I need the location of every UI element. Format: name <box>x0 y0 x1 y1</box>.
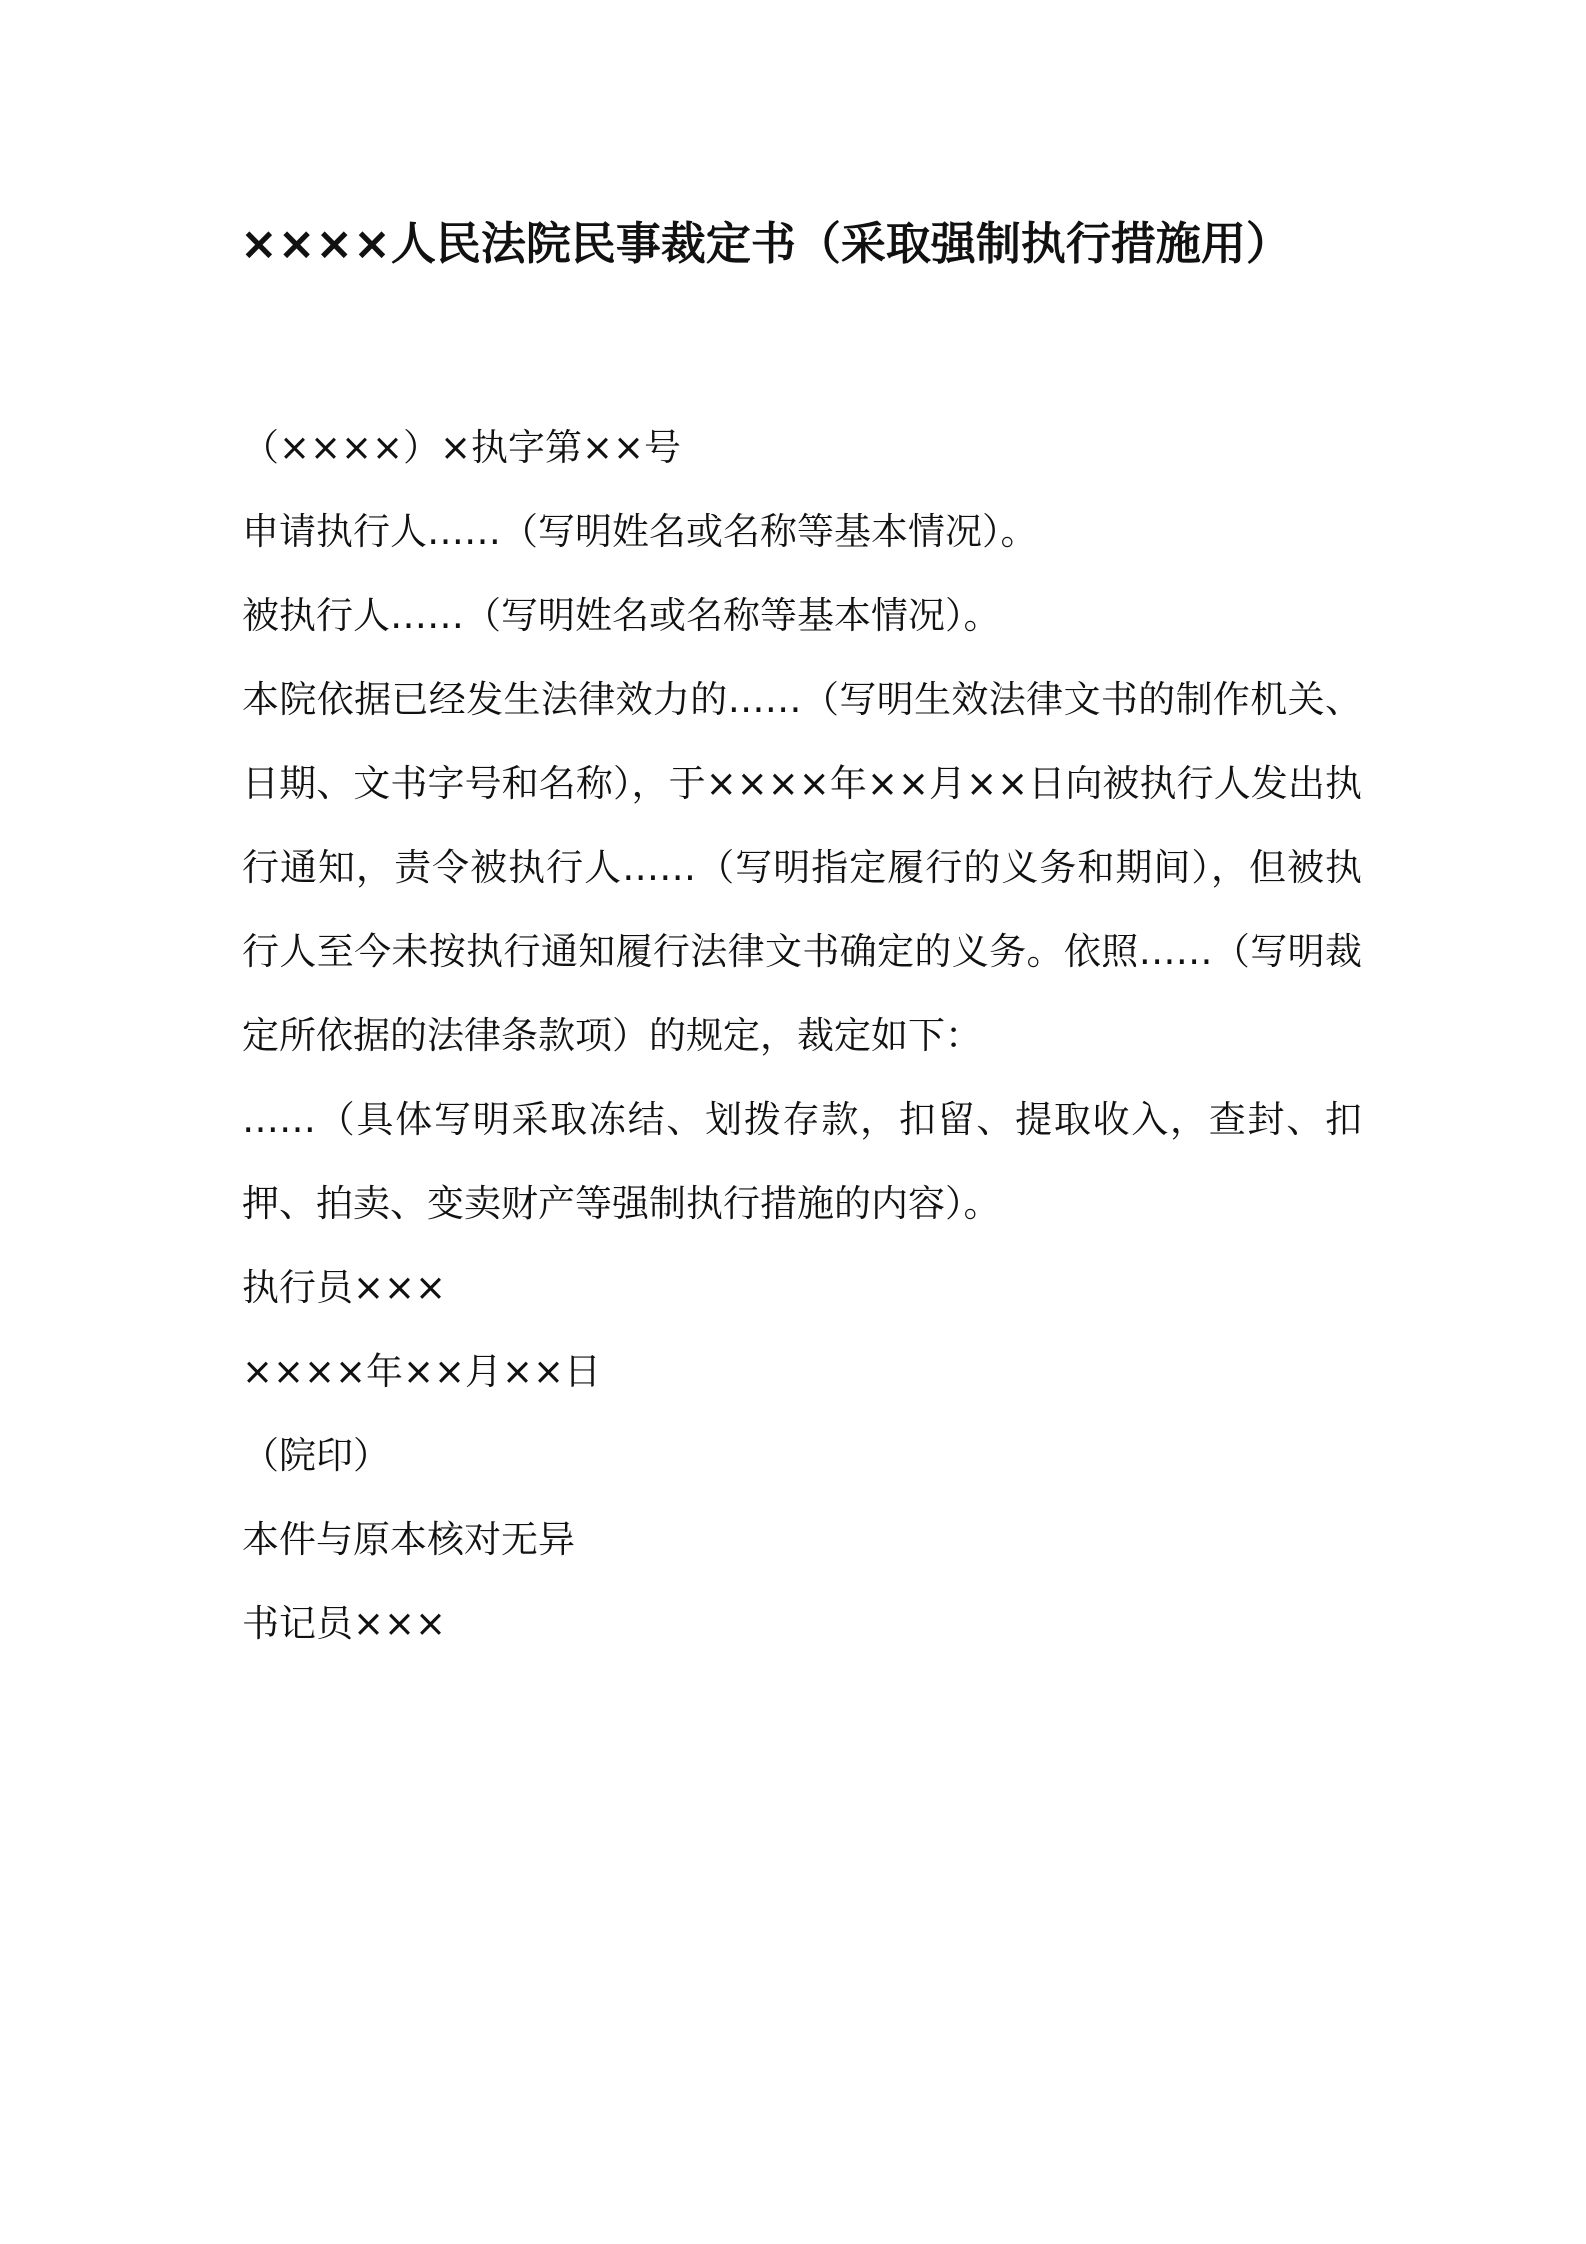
document-date: ××××年××月××日 <box>242 1350 602 1393</box>
verification-note: 本件与原本核对无异 <box>242 1518 575 1561</box>
court-seal: （院印） <box>242 1434 390 1477</box>
respondent-line: 被执行人……（写明姓名或名称等基本情况）。 <box>242 594 1001 637</box>
reasoning-paragraph: 本院依据已经发生法律效力的……（写明生效法律文书的制作机关、日期、文书字号和名称），于××××年××月××日向被执行人发出执行通知，责令被执行人……（写明指定履行的义务和期间），但被执行人至今未按执行通知履行法律文书确定的义务。依照……（写明裁定所依据的法律条款项）的规定，裁定如下： <box>242 678 1362 1057</box>
clerk-signature: 书记员××× <box>242 1602 447 1645</box>
applicant-line: 申请执行人……（写明姓名或名称等基本情况）。 <box>242 510 1038 553</box>
executor-signature: 执行员××× <box>242 1266 447 1309</box>
ruling-paragraph: ……（具体写明采取冻结、划拨存款，扣留、提取收入，查封、扣押、拍卖、变卖财产等强制执行措施的内容）。 <box>242 1098 1362 1225</box>
document-body <box>242 406 1362 1666</box>
document-title: ××××人民法院民事裁定书（采取强制执行措施用） <box>240 217 1291 270</box>
case-number: （××××）×执字第××号 <box>242 426 682 469</box>
